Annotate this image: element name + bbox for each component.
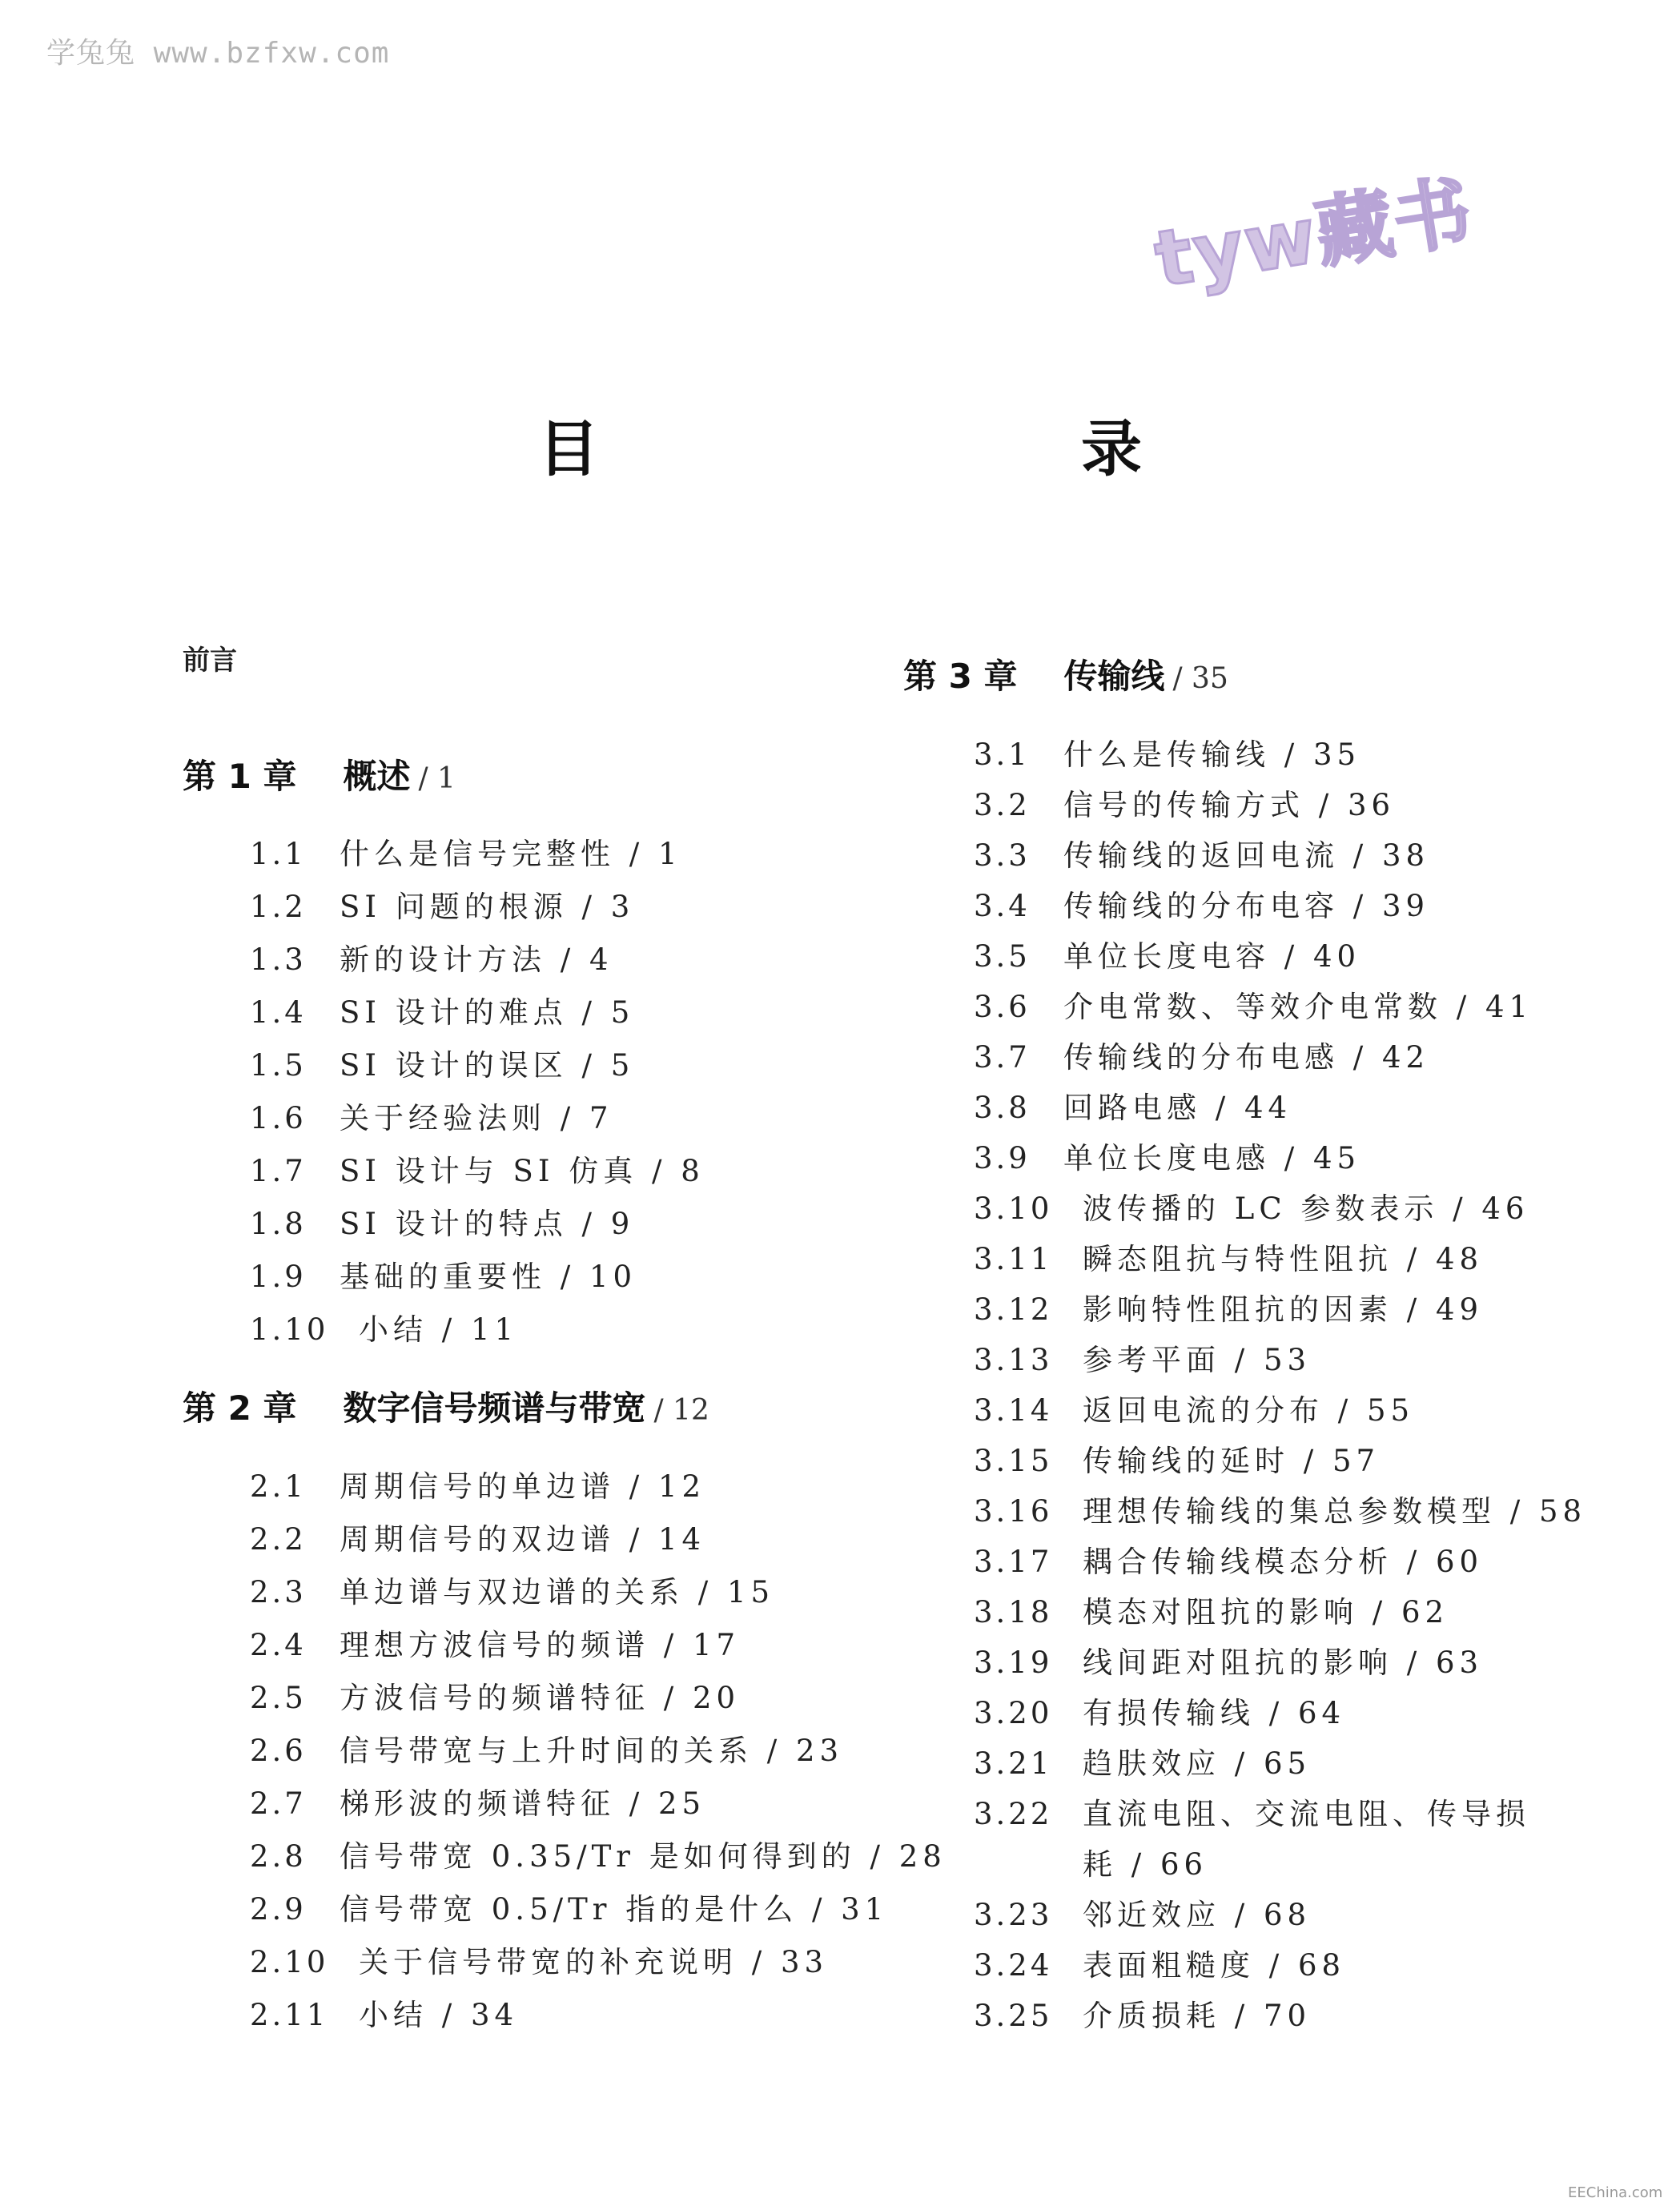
toc-entry[interactable]: [974, 1184, 1529, 1228]
section-title: 耦合传输线模态分析 / 60: [1083, 1545, 1484, 1579]
toc-entry[interactable]: [974, 1537, 1483, 1581]
section-number: 3.11: [974, 1242, 1053, 1276]
section-number: 1.3: [250, 942, 307, 977]
section-title: SI 设计的特点 / 9: [340, 1207, 635, 1241]
chapter-title: 概述: [343, 757, 411, 796]
section-number: 1.9: [250, 1260, 307, 1294]
toc-entry[interactable]: [974, 1336, 1311, 1379]
section-title: SI 设计的难点 / 5: [340, 995, 635, 1030]
section-number: 2.1: [250, 1469, 307, 1504]
toc-entry[interactable]: [250, 1252, 637, 1296]
chapter-number: 第 2 章: [183, 1388, 297, 1428]
section-number: 1.6: [250, 1101, 307, 1135]
toc-entry[interactable]: [250, 1621, 740, 1664]
section-number: 1.2: [250, 890, 307, 924]
toc-entry[interactable]: [250, 1568, 774, 1611]
preface-link[interactable]: 前言: [183, 645, 237, 677]
chapter-number: 第 1 章: [183, 757, 297, 796]
section-title: 信号的传输方式 / 36: [1063, 788, 1396, 822]
toc-entry[interactable]: [974, 1083, 1292, 1127]
section-number: 3.10: [974, 1191, 1053, 1226]
section-title: 单边谱与双边谱的关系 / 15: [340, 1575, 775, 1609]
section-number: 1.1: [250, 837, 307, 871]
section-title: 单位长度电感 / 45: [1063, 1141, 1361, 1175]
toc-entry[interactable]: [250, 1515, 705, 1558]
toc-entry[interactable]: [974, 1588, 1449, 1631]
section-number: 3.5: [974, 939, 1031, 974]
toc-entry[interactable]: [974, 831, 1429, 874]
toc-entry[interactable]: [974, 1891, 1311, 1934]
section-title: 有损传输线 / 64: [1083, 1696, 1346, 1730]
chapter-1-heading[interactable]: [183, 750, 456, 798]
section-title: 瞬态阻抗与特性阻抗 / 48: [1083, 1242, 1484, 1276]
section-number: 3.9: [974, 1141, 1031, 1175]
toc-entry[interactable]: [250, 1094, 613, 1137]
toc-entry[interactable]: [974, 1033, 1429, 1076]
chapter-page: / 12: [653, 1394, 709, 1427]
section-number: 1.7: [250, 1154, 307, 1188]
chapter-title: 传输线: [1063, 657, 1165, 696]
toc-entry[interactable]: [250, 1885, 888, 1928]
section-number: 3.14: [974, 1393, 1053, 1428]
toc-entry-continuation[interactable]: [1083, 1840, 1208, 1883]
chapter-title: 数字信号频谱与带宽: [343, 1388, 646, 1428]
chapter-page: / 1: [418, 762, 456, 795]
section-title-continued: 耗 / 66: [1083, 1847, 1208, 1882]
section-number: 1.8: [250, 1207, 307, 1241]
toc-entry[interactable]: [974, 932, 1360, 975]
section-title: 参考平面 / 53: [1083, 1343, 1312, 1377]
section-title: 小结 / 34: [359, 1998, 519, 2032]
section-title: 关于经验法则 / 7: [340, 1101, 613, 1135]
section-title: 传输线的分布电感 / 42: [1063, 1040, 1430, 1075]
section-number: 3.8: [974, 1091, 1031, 1125]
section-title: 表面粗糙度 / 68: [1083, 1948, 1346, 1983]
toc-entry[interactable]: [974, 1134, 1360, 1177]
section-title: 返回电流的分布 / 55: [1083, 1393, 1415, 1428]
section-number: 3.13: [974, 1343, 1053, 1377]
section-title: 信号带宽与上升时间的关系 / 23: [340, 1734, 844, 1768]
section-number: 2.11: [250, 1998, 329, 2032]
section-title: 直流电阻、交流电阻、传导损: [1083, 1797, 1530, 1831]
footer-watermark: EEChina.com: [1568, 2184, 1663, 2201]
section-title: 什么是传输线 / 35: [1063, 737, 1361, 772]
section-number: 3.3: [974, 838, 1031, 873]
section-number: 2.6: [250, 1734, 307, 1768]
section-title: 波传播的 LC 参数表示 / 46: [1083, 1191, 1529, 1226]
section-number: 3.12: [974, 1292, 1053, 1327]
section-title: SI 设计的误区 / 5: [340, 1048, 635, 1083]
section-title: 介电常数、等效介电常数 / 41: [1063, 990, 1533, 1024]
section-number: 2.5: [250, 1681, 307, 1715]
section-number: 3.6: [974, 990, 1031, 1024]
toc-entry[interactable]: [250, 935, 613, 978]
section-title: 线间距对阻抗的影响 / 63: [1083, 1645, 1484, 1680]
toc-entry[interactable]: [974, 1638, 1483, 1682]
section-title: 梯形波的频谱特征 / 25: [340, 1786, 706, 1821]
toc-entry[interactable]: [974, 781, 1395, 824]
section-title: 影响特性阻抗的因素 / 49: [1083, 1292, 1484, 1327]
toc-entry[interactable]: [974, 1386, 1414, 1429]
section-title: 关于信号带宽的补充说明 / 33: [359, 1945, 829, 1979]
toc-entry[interactable]: [974, 1285, 1483, 1328]
toc-entry[interactable]: [250, 830, 682, 873]
toc-entry[interactable]: [974, 1689, 1345, 1732]
section-number: 1.4: [250, 995, 307, 1030]
section-number: 2.10: [250, 1945, 329, 1979]
toc-entry[interactable]: [250, 882, 634, 926]
section-title: 回路电感 / 44: [1063, 1091, 1292, 1125]
section-number: 3.21: [974, 1746, 1053, 1781]
toc-entry[interactable]: [250, 1991, 518, 2034]
section-number: 3.2: [974, 788, 1031, 822]
section-number: 3.25: [974, 1999, 1053, 2033]
toc-entry[interactable]: [250, 1674, 740, 1717]
section-number: 3.19: [974, 1645, 1053, 1680]
section-title: SI 问题的根源 / 3: [340, 890, 635, 924]
toc-entry[interactable]: [250, 1832, 947, 1875]
section-number: 3.23: [974, 1898, 1053, 1932]
section-title: 小结 / 11: [359, 1312, 519, 1347]
section-number: 3.24: [974, 1948, 1053, 1983]
section-number: 2.3: [250, 1575, 307, 1609]
section-title: 方波信号的频谱特征 / 20: [340, 1681, 741, 1715]
section-title: 新的设计方法 / 4: [340, 942, 613, 977]
section-title: 信号带宽 0.5/Tr 指的是什么 / 31: [340, 1892, 889, 1927]
section-number: 2.2: [250, 1522, 307, 1557]
toc-entry[interactable]: [974, 1790, 1530, 1833]
section-number: 3.1: [974, 737, 1031, 772]
toc-entry[interactable]: [974, 882, 1429, 925]
chapter-number: 第 3 章: [903, 657, 1018, 696]
section-title: 周期信号的单边谱 / 12: [340, 1469, 706, 1504]
toc-entry[interactable]: [250, 1726, 843, 1770]
section-title: 传输线的分布电容 / 39: [1063, 889, 1430, 923]
toc-entry[interactable]: [974, 730, 1360, 774]
section-number: 3.17: [974, 1545, 1053, 1579]
toc-entry[interactable]: [974, 982, 1533, 1026]
toc-entry[interactable]: [974, 1941, 1345, 1984]
section-title: 理想方波信号的频谱 / 17: [340, 1628, 741, 1662]
chapter-page: / 35: [1172, 662, 1228, 695]
section-title: 邻近效应 / 68: [1083, 1898, 1312, 1932]
toc-entry[interactable]: [250, 1041, 634, 1084]
section-title: 传输线的延时 / 57: [1083, 1444, 1381, 1478]
toc-entry[interactable]: [974, 1487, 1586, 1530]
section-number: 1.5: [250, 1048, 307, 1083]
section-number: 3.16: [974, 1494, 1053, 1529]
section-title: 传输线的返回电流 / 38: [1063, 838, 1430, 873]
toc-entry[interactable]: [974, 1437, 1380, 1480]
site-watermark: 学兔兔 www.bzfxw.com: [46, 37, 390, 70]
toc-entry[interactable]: [250, 1779, 705, 1822]
section-number: 2.9: [250, 1892, 307, 1927]
section-number: 2.8: [250, 1839, 307, 1874]
section-title: 理想传输线的集总参数模型 / 58: [1083, 1494, 1587, 1529]
toc-entry[interactable]: [250, 1938, 828, 1981]
section-number: 3.15: [974, 1444, 1053, 1478]
toc-entry[interactable]: [974, 1235, 1483, 1278]
section-title: 周期信号的双边谱 / 14: [340, 1522, 706, 1557]
section-title: 趋肤效应 / 65: [1083, 1746, 1312, 1781]
section-number: 3.18: [974, 1595, 1053, 1629]
section-title: 介质损耗 / 70: [1083, 1999, 1312, 2033]
toc-entry[interactable]: [974, 1991, 1311, 2035]
chapter-2-heading[interactable]: [183, 1382, 709, 1430]
section-title: 模态对阻抗的影响 / 62: [1083, 1595, 1449, 1629]
toc-entry[interactable]: [250, 1199, 634, 1243]
toc-entry[interactable]: [250, 988, 634, 1031]
section-title: 什么是信号完整性 / 1: [340, 837, 682, 871]
toc-entry[interactable]: [974, 1739, 1311, 1782]
collection-stamp: tyw藏书: [1148, 166, 1479, 305]
section-number: 3.4: [974, 889, 1031, 923]
section-number: 2.4: [250, 1628, 307, 1662]
toc-entry[interactable]: [250, 1462, 705, 1505]
section-number: 1.10: [250, 1312, 329, 1347]
toc-entry[interactable]: [250, 1305, 518, 1348]
section-title: 信号带宽 0.35/Tr 是如何得到的 / 28: [340, 1839, 947, 1874]
section-title: 单位长度电容 / 40: [1063, 939, 1361, 974]
section-number: 2.7: [250, 1786, 307, 1821]
section-title: SI 设计与 SI 仿真 / 8: [340, 1154, 705, 1188]
page-title: 目 录: [538, 413, 1262, 484]
section-title: 基础的重要性 / 10: [340, 1260, 637, 1294]
toc-entry[interactable]: [250, 1147, 705, 1190]
chapter-3-heading[interactable]: [903, 650, 1228, 698]
section-number: 3.7: [974, 1040, 1031, 1075]
section-number: 3.20: [974, 1696, 1053, 1730]
section-number: 3.22: [974, 1797, 1053, 1831]
